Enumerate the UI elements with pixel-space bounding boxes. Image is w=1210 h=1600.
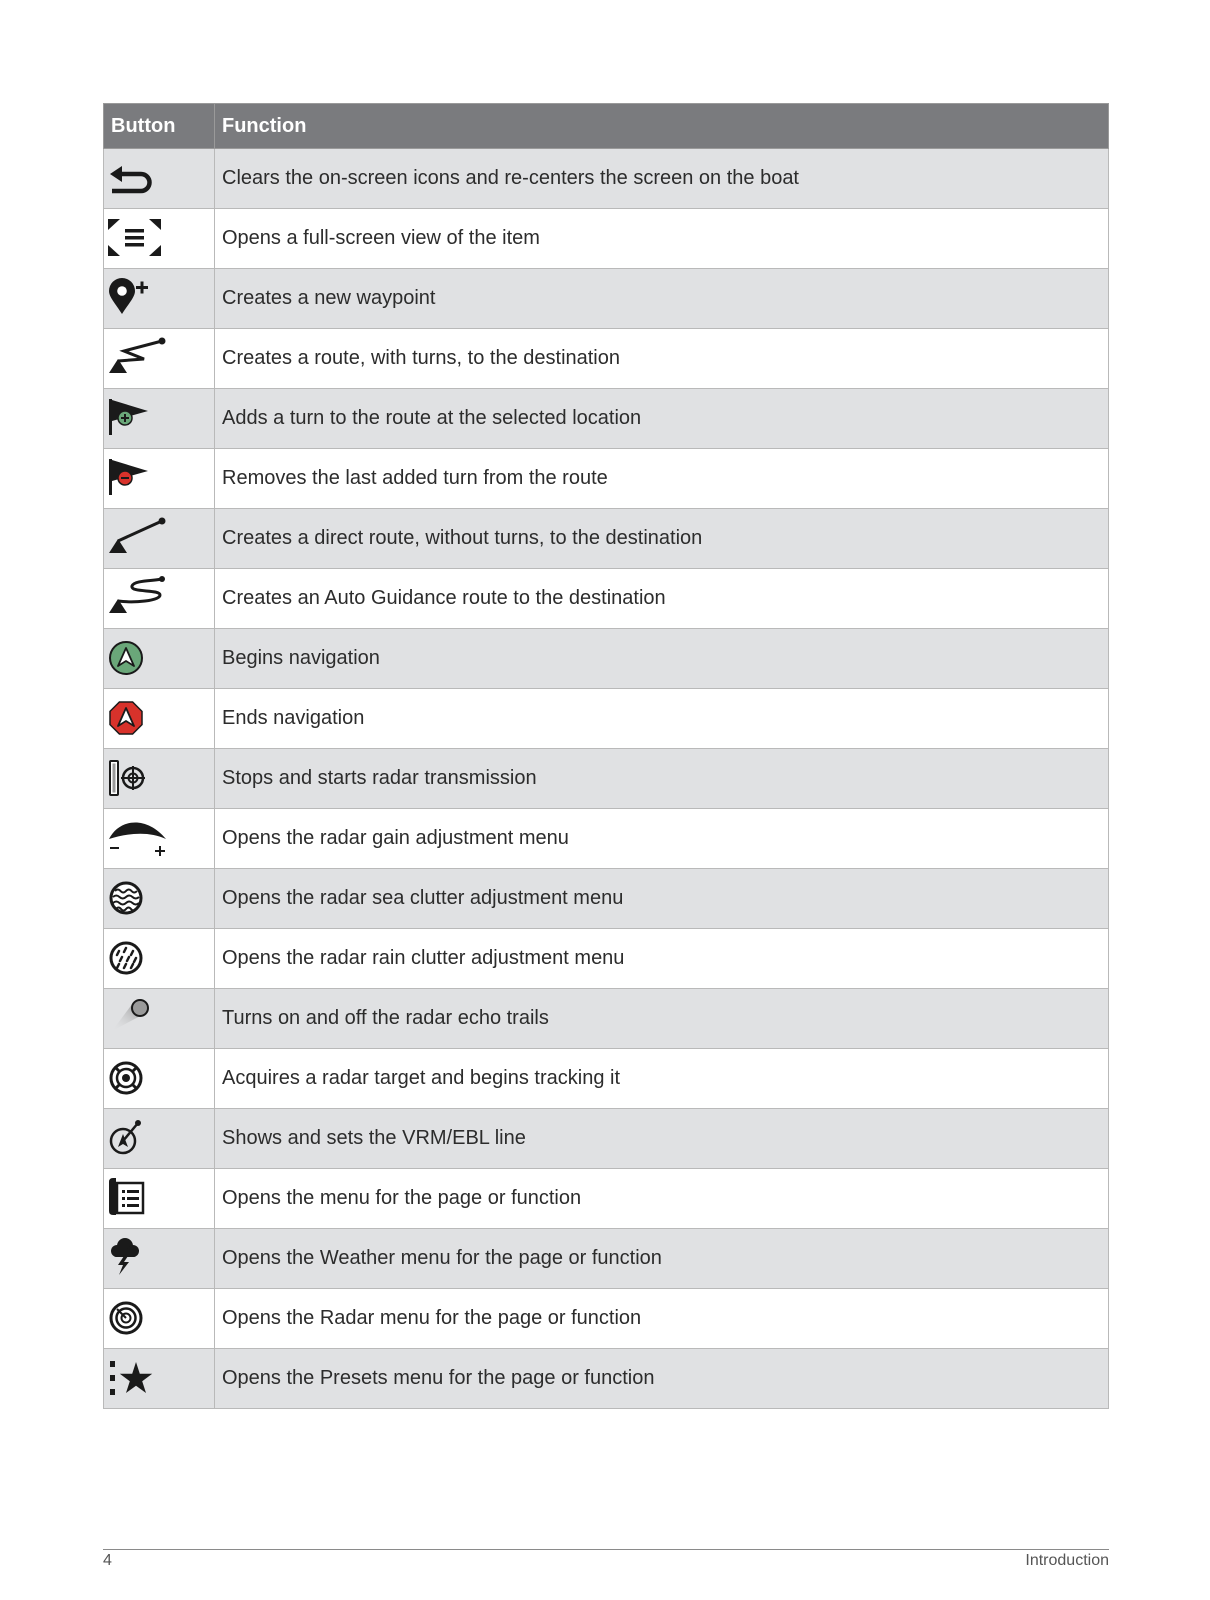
begin-navigation-icon: [104, 629, 214, 688]
direct-route-icon: [104, 509, 214, 568]
function-text: Clears the on-screen icons and re-centers the screen on the boat: [215, 149, 1109, 209]
function-text: Removes the last added turn from the route: [215, 449, 1109, 509]
page-number: 4: [103, 1552, 112, 1569]
function-text: Creates an Auto Guidance route to the destination: [215, 569, 1109, 629]
weather-icon: [104, 1229, 214, 1288]
table-header-row: [104, 104, 1109, 149]
header-button: Button: [104, 104, 215, 149]
function-text: Begins navigation: [215, 629, 1109, 689]
footer-divider: [103, 1549, 1109, 1550]
presets-icon: [104, 1349, 214, 1408]
table-row: [104, 749, 1109, 809]
function-text: Opens a full-screen view of the item: [215, 209, 1109, 269]
target-acquire-icon: [104, 1049, 214, 1108]
function-text: Opens the Presets menu for the page or function: [215, 1349, 1109, 1409]
remove-turn-flag-icon: [104, 449, 214, 508]
function-text: Acquires a radar target and begins tracking it: [215, 1049, 1109, 1109]
table-row: [104, 989, 1109, 1049]
radar-transmit-icon: [104, 749, 214, 808]
route-with-turns-icon: [104, 329, 214, 388]
table-row: [104, 1349, 1109, 1409]
table-row: [104, 1289, 1109, 1349]
table-row: [104, 1109, 1109, 1169]
function-text: Opens the radar rain clutter adjustment menu: [215, 929, 1109, 989]
table-row: [104, 1229, 1109, 1289]
fullscreen-icon: [104, 209, 214, 268]
auto-guidance-icon: [104, 569, 214, 628]
table-row: [104, 449, 1109, 509]
function-text: Adds a turn to the route at the selected location: [215, 389, 1109, 449]
table-row: [104, 689, 1109, 749]
back-arrow-icon: [104, 149, 214, 208]
menu-icon: [104, 1169, 214, 1228]
function-text: Opens the radar gain adjustment menu: [215, 809, 1109, 869]
vrm-ebl-icon: [104, 1109, 214, 1168]
table-row: [104, 149, 1109, 209]
end-navigation-icon: [104, 689, 214, 748]
function-text: Ends navigation: [215, 689, 1109, 749]
table-row: [104, 929, 1109, 989]
section-name: Introduction: [1025, 1552, 1109, 1569]
function-text: Shows and sets the VRM/EBL line: [215, 1109, 1109, 1169]
function-text: Opens the radar sea clutter adjustment menu: [215, 869, 1109, 929]
table-row: [104, 1049, 1109, 1109]
table-row: [104, 809, 1109, 869]
function-text: Creates a direct route, without turns, to the destination: [215, 509, 1109, 569]
function-text: Turns on and off the radar echo trails: [215, 989, 1109, 1049]
table-row: [104, 209, 1109, 269]
button-function-table: [103, 103, 1109, 1409]
function-text: Stops and starts radar transmission: [215, 749, 1109, 809]
table-row: [104, 869, 1109, 929]
header-function: Function: [215, 104, 1109, 149]
sea-clutter-icon: [104, 869, 214, 928]
radar-menu-icon: [104, 1289, 214, 1348]
add-turn-flag-icon: [104, 389, 214, 448]
rain-clutter-icon: [104, 929, 214, 988]
echo-trails-icon: [104, 989, 214, 1048]
function-text: Opens the Weather menu for the page or function: [215, 1229, 1109, 1289]
function-text: Opens the menu for the page or function: [215, 1169, 1109, 1229]
function-text: Creates a route, with turns, to the destination: [215, 329, 1109, 389]
table-row: [104, 1169, 1109, 1229]
table-row: [104, 569, 1109, 629]
function-text: Creates a new waypoint: [215, 269, 1109, 329]
table-row: [104, 629, 1109, 689]
table-row: [104, 389, 1109, 449]
function-text: Opens the Radar menu for the page or function: [215, 1289, 1109, 1349]
table-row: [104, 509, 1109, 569]
table-row: [104, 269, 1109, 329]
radar-gain-icon: [104, 809, 214, 868]
new-waypoint-icon: [104, 269, 214, 328]
table-row: [104, 329, 1109, 389]
